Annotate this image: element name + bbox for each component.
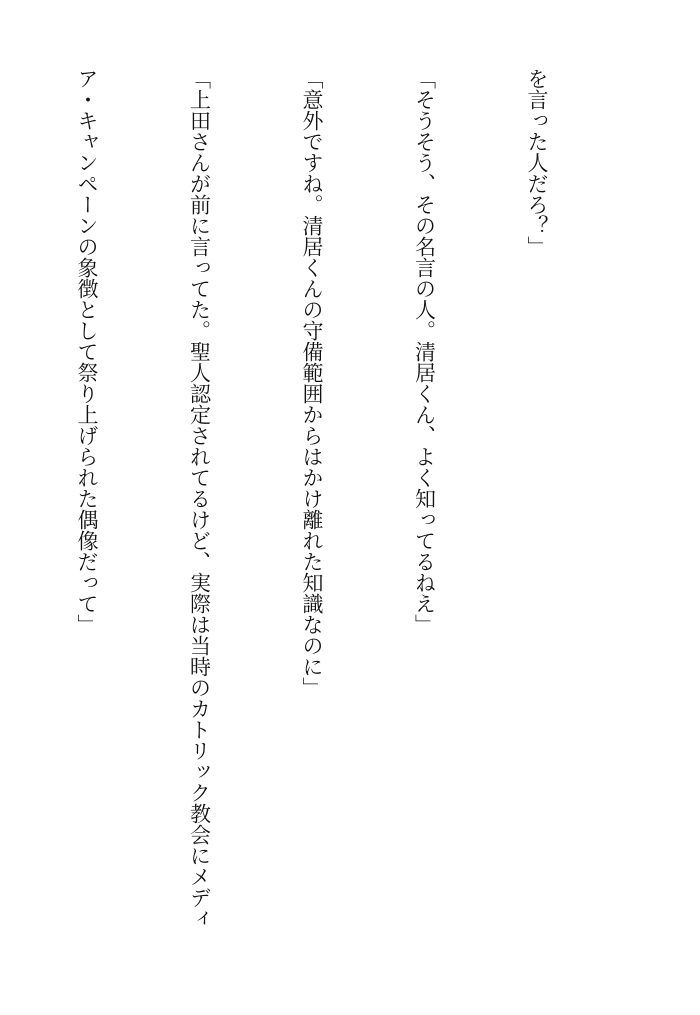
text-line: を言った人だろ？」 bbox=[525, 68, 549, 257]
text-line: ア・キャンペーンの象徴として祭り上げられた偶像だって」 bbox=[75, 68, 99, 635]
text-line: 「意外ですね。清居くんの守備範囲からはかけ離れた知識なのに」 bbox=[300, 68, 324, 698]
text-line: 「そうそう、その名言の人。清居くん、よく知ってるねえ」 bbox=[412, 68, 437, 635]
vertical-text-body bbox=[0, 68, 630, 968]
text-line: 「上田さんが前に言ってた。聖人認定されてるけど、実際は当時のカトリック教会にメディ bbox=[187, 68, 212, 929]
